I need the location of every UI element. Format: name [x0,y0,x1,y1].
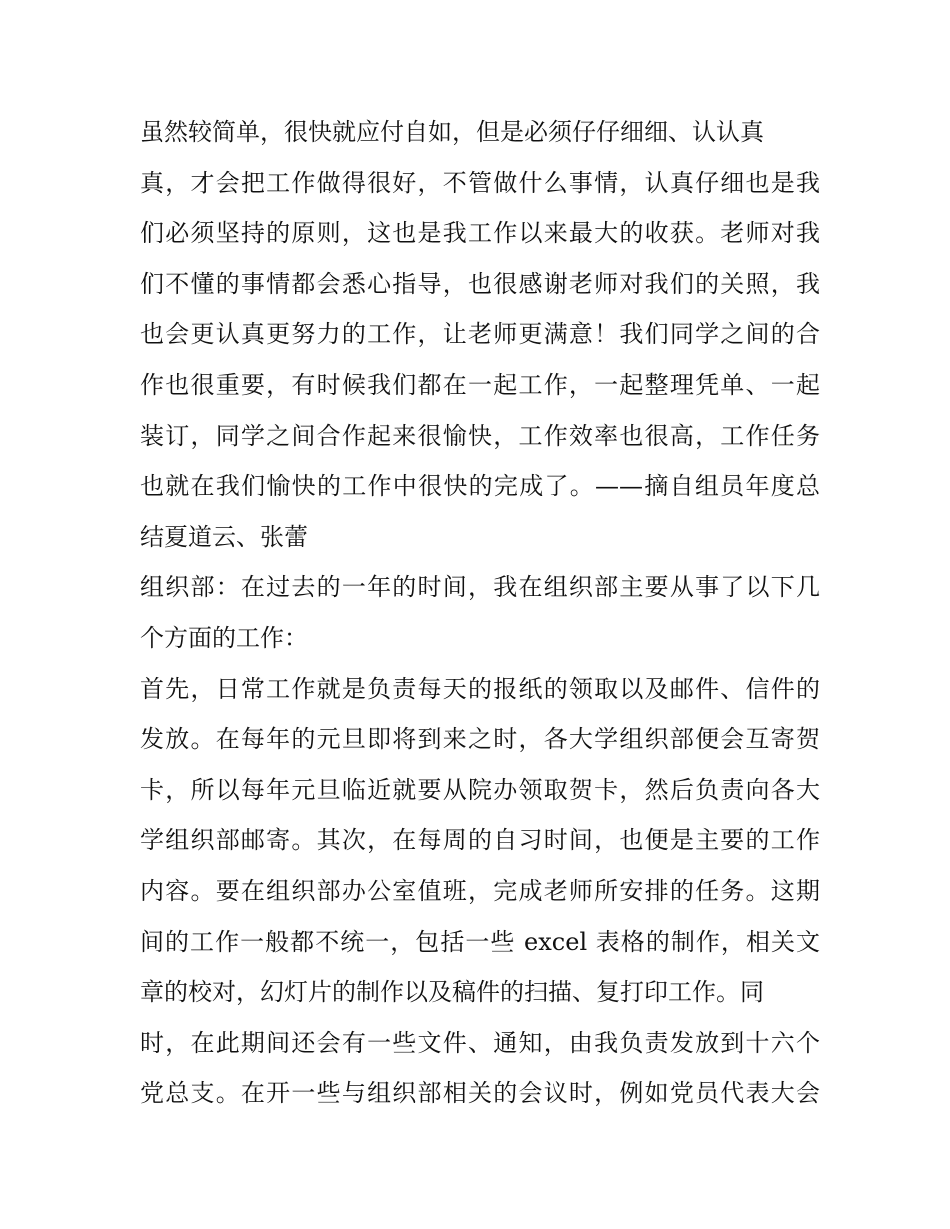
text-line: 们必须坚持的原则，这也是我工作以来最大的收获。老师对我 [140,219,820,248]
text-line: 卡，所以每年元旦临近就要从院办领取贺卡，然后负责向各大 [140,775,820,804]
text-line: 个方面的工作： [140,623,308,652]
text-line: 也会更认真更努力的工作，让老师更满意！我们同学之间的合 [140,320,820,349]
text-line: 间的工作一般都不统一，包括一些 excel 表格的制作，相关文 [140,927,820,956]
text-line: 首先，日常工作就是负责每天的报纸的领取以及邮件、信件的 [140,674,820,703]
text-line: 结夏道云、张蕾 [140,522,308,551]
text-line: 们不懂的事情都会悉心指导，也很感谢老师对我们的关照，我 [140,269,820,298]
text-line: 时，在此期间还会有一些文件、通知，由我负责发放到十六个 [140,1028,820,1057]
text-line: 内容。要在组织部办公室值班，完成老师所安排的任务。这期 [140,876,820,905]
text-line: 发放。在每年的元旦即将到来之时，各大学组织部便会互寄贺 [140,725,820,754]
text-line: 装订，同学之间合作起来很愉快，工作效率也很高，工作任务 [140,421,820,450]
text-line: 作也很重要，有时候我们都在一起工作，一起整理凭单、一起 [140,370,820,399]
document-body [140,107,820,1119]
text-line: 真，才会把工作做得很好，不管做什么事情，认真仔细也是我 [140,168,820,197]
text-line: 章的校对，幻灯片的制作以及稿件的扫描、复打印工作。同 [140,978,764,1007]
text-line: 也就在我们愉快的工作中很快的完成了。——摘自组员年度总 [140,472,820,501]
text-line: 组织部：在过去的一年的时间，我在组织部主要从事了以下几 [140,573,820,602]
text-line: 虽然较简单，很快就应付自如，但是必须仔仔细细、认认真 [140,118,764,146]
text-line: 学组织部邮寄。其次，在每周的自习时间，也便是主要的工作 [140,826,820,855]
text-line: 党总支。在开一些与组织部相关的会议时，例如党员代表大会 [140,1079,820,1108]
